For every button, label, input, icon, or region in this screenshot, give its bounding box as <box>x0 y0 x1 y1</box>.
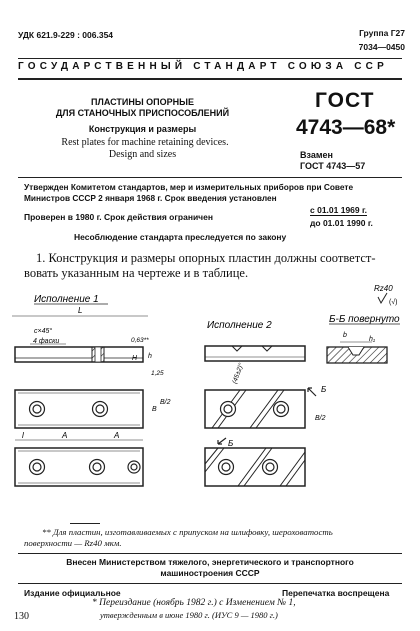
reprint-prohibited: Перепечатка воспрещена <box>282 588 390 598</box>
paragraph-1-line1: 1. Конструкция и размеры опорных пластин должны соответст- <box>36 251 376 265</box>
reissue-line2: утвержденным в июне 1980 г. (ИУС 9 — 1980 г.) <box>100 610 278 620</box>
section-mark-top: Б <box>321 385 327 394</box>
approval-date-end: до 01.01 1990 г. <box>310 218 373 228</box>
plate-exec1-long-view <box>15 448 143 486</box>
dim-roughness-063: 0,63** <box>131 337 149 344</box>
footnote-rule <box>70 523 100 524</box>
dim-A-2: A <box>114 431 120 440</box>
section-label: Б-Б повернуто <box>329 314 400 325</box>
roughness-label: Rz40 <box>374 284 393 293</box>
dim-h: h <box>148 353 152 360</box>
dim-4-chamfers: 4 фаски <box>33 338 60 345</box>
replaces-value: ГОСТ 4743—57 <box>300 161 366 171</box>
approval-line2: Министров СССР 2 января 1968 г. Срок введения установлен <box>24 193 277 203</box>
group-code: Группа Г27 <box>359 28 405 38</box>
approval-line1: Утвержден Комитетом стандартов, мер и измерительных приборов при Совете <box>24 182 354 192</box>
title-english-2: Design and sizes <box>108 149 177 160</box>
plate-side-view <box>15 347 143 362</box>
dim-B: B <box>152 406 157 413</box>
introduced-line1: Внесен Министерством тяжелого, энергетического и транспортного <box>66 557 354 567</box>
title-line2: ДЛЯ СТАНОЧНЫХ ПРИСПОСОБЛЕНИЙ <box>55 108 230 118</box>
approval-line3: Проверен в 1980 г. Срок действия ограничен <box>24 212 213 222</box>
paragraph-1-line2: вовать указанным на чертеже и в таблице. <box>24 266 249 280</box>
title-subtitle: Конструкция и размеры <box>88 124 197 134</box>
dim-A-1: A <box>62 431 68 440</box>
technical-drawing <box>0 280 420 520</box>
title-english-1: Rest plates for machine retaining devices. <box>61 137 229 148</box>
state-standard-banner: ГОСУДАРСТВЕННЫЙ СТАНДАРТ СОЮЗА ССР <box>18 61 388 72</box>
dim-H: H <box>132 355 138 362</box>
footnote-divider <box>18 553 402 554</box>
footnote-line2: поверхности — Rz40 мкм. <box>24 538 122 548</box>
introduced-line2: машиностроения СССР <box>160 568 260 578</box>
execution-1-label: Исполнение 1 <box>34 294 99 305</box>
dim-b12: B/2 <box>315 415 326 422</box>
introduced-divider <box>18 583 402 584</box>
reissue-line1: * Переиздание (ноябрь 1982 г.) с Изменением № 1, <box>92 598 296 608</box>
official-edition: Издание официальное <box>24 588 121 598</box>
title-line1: ПЛАСТИНЫ ОПОРНЫЕ <box>91 97 194 107</box>
title-divider <box>18 177 402 178</box>
okp-code: 7034—0450 <box>358 42 405 52</box>
header-rule-bottom <box>18 78 402 80</box>
roughness-check-icon <box>378 293 387 303</box>
section-mark-bottom: Б <box>228 439 234 448</box>
gost-label: ГОСТ <box>315 89 375 112</box>
execution-2-label: Исполнение 2 <box>207 320 272 331</box>
dim-125: 1,25 <box>151 370 164 377</box>
dim-B-half: B/2 <box>160 399 171 406</box>
approval-law-note: Несоблюдение стандарта преследуется по закону <box>74 232 287 242</box>
plate-exec1-top-view <box>15 390 143 428</box>
footnote-line1: ** Для пластин, изготавливаемых с припуском на шлифовку, шероховатость <box>42 527 333 537</box>
udk-code: УДК 621.9-229 : 006.354 <box>18 30 114 40</box>
gost-number: 4743—68* <box>296 116 396 139</box>
dim-h1: h₁ <box>369 336 376 343</box>
plate-exec2-side-view <box>205 346 305 361</box>
page-number: 130 <box>14 611 29 622</box>
approval-date-start: с 01.01 1969 г. <box>310 205 368 215</box>
replaces-label: Взамен <box>300 150 333 160</box>
dim-angle: (45±2)° <box>231 362 246 385</box>
header-rule-top <box>18 58 402 59</box>
dim-L: L <box>78 306 83 315</box>
dim-l: l <box>22 431 24 440</box>
dim-chamfer: c×45° <box>34 328 53 335</box>
dim-b: b <box>343 332 347 339</box>
svg-text:(√): (√) <box>389 299 398 306</box>
